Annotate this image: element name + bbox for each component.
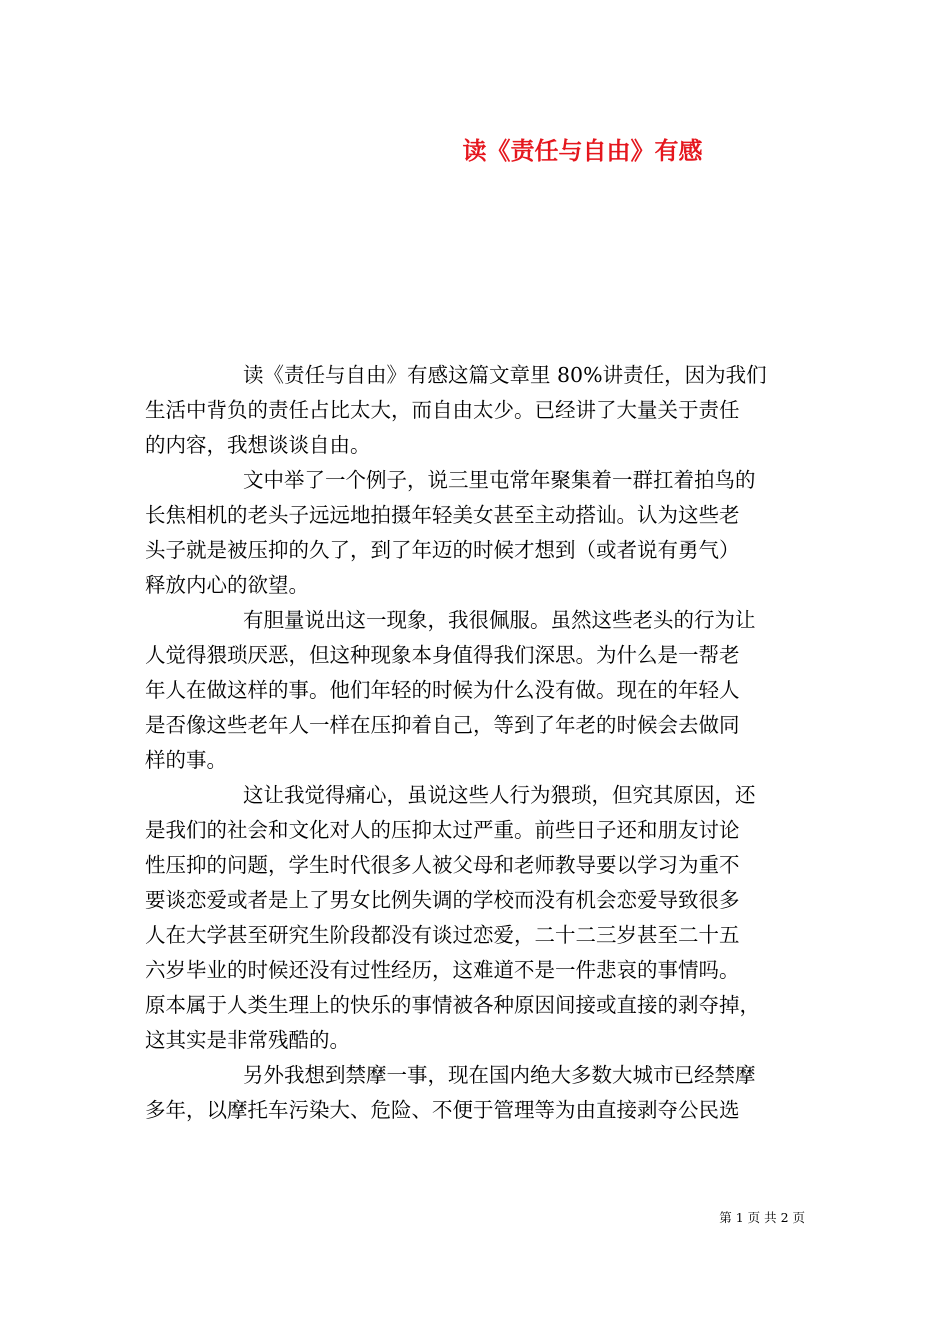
document-body bbox=[145, 358, 810, 1128]
text-line: 六岁毕业的时候还没有过性经历，这难道不是一件悲哀的事情吗。 bbox=[145, 958, 740, 982]
text-line: 文中举了一个例子，说三里屯常年聚集着一群扛着拍鸟的 bbox=[243, 468, 756, 492]
text-line: 人在大学甚至研究生阶段都没有谈过恋爱，二十二三岁甚至二十五 bbox=[145, 923, 740, 947]
text-line: 读《责任与自由》有感这篇文章里 80%讲责任，因为我们 bbox=[243, 363, 767, 387]
text-line: 原本属于人类生理上的快乐的事情被各种原因间接或直接的剥夺掉， bbox=[145, 993, 760, 1017]
text-line: 另外我想到禁摩一事，现在国内绝大多数大城市已经禁摩 bbox=[243, 1063, 756, 1087]
text-line: 生活中背负的责任占比太大，而自由太少。已经讲了大量关于责任 bbox=[145, 398, 740, 422]
text-line: 释放内心的欲望。 bbox=[145, 573, 309, 597]
text-line: 样的事。 bbox=[145, 748, 227, 772]
paragraph bbox=[145, 603, 810, 778]
text-line: 年人在做这样的事。他们年轻的时候为什么没有做。现在的年轻人 bbox=[145, 678, 740, 702]
text-line: 的内容，我想谈谈自由。 bbox=[145, 433, 371, 457]
text-line: 长焦相机的老头子远远地拍摄年轻美女甚至主动搭讪。认为这些老 bbox=[145, 503, 740, 527]
paragraph bbox=[145, 358, 810, 463]
text-line: 是否像这些老年人一样在压抑着自己，等到了年老的时候会去做同 bbox=[145, 713, 740, 737]
paragraph bbox=[145, 463, 810, 603]
paragraph bbox=[145, 778, 810, 1058]
text-line: 多年，以摩托车污染大、危险、不便于管理等为由直接剥夺公民选 bbox=[145, 1098, 740, 1122]
text-line: 这其实是非常残酷的。 bbox=[145, 1028, 350, 1052]
page-number-footer: 第 1 页 共 2 页 bbox=[719, 1210, 805, 1225]
text-line: 有胆量说出这一现象，我很佩服。虽然这些老头的行为让 bbox=[243, 608, 756, 632]
text-line: 人觉得猥琐厌恶，但这种现象本身值得我们深思。为什么是一帮老 bbox=[145, 643, 740, 667]
paragraph bbox=[145, 1058, 810, 1128]
text-line: 要谈恋爱或者是上了男女比例失调的学校而没有机会恋爱导致很多 bbox=[145, 888, 740, 912]
document-title: 读《责任与自由》有感 bbox=[462, 136, 703, 165]
text-line: 性压抑的问题，学生时代很多人被父母和老师教导要以学习为重不 bbox=[145, 853, 740, 877]
text-line: 是我们的社会和文化对人的压抑太过严重。前些日子还和朋友讨论 bbox=[145, 818, 740, 842]
text-line: 这让我觉得痛心，虽说这些人行为猥琐，但究其原因，还 bbox=[243, 783, 756, 807]
text-line: 头子就是被压抑的久了，到了年迈的时候才想到（或者说有勇气） bbox=[145, 538, 740, 562]
